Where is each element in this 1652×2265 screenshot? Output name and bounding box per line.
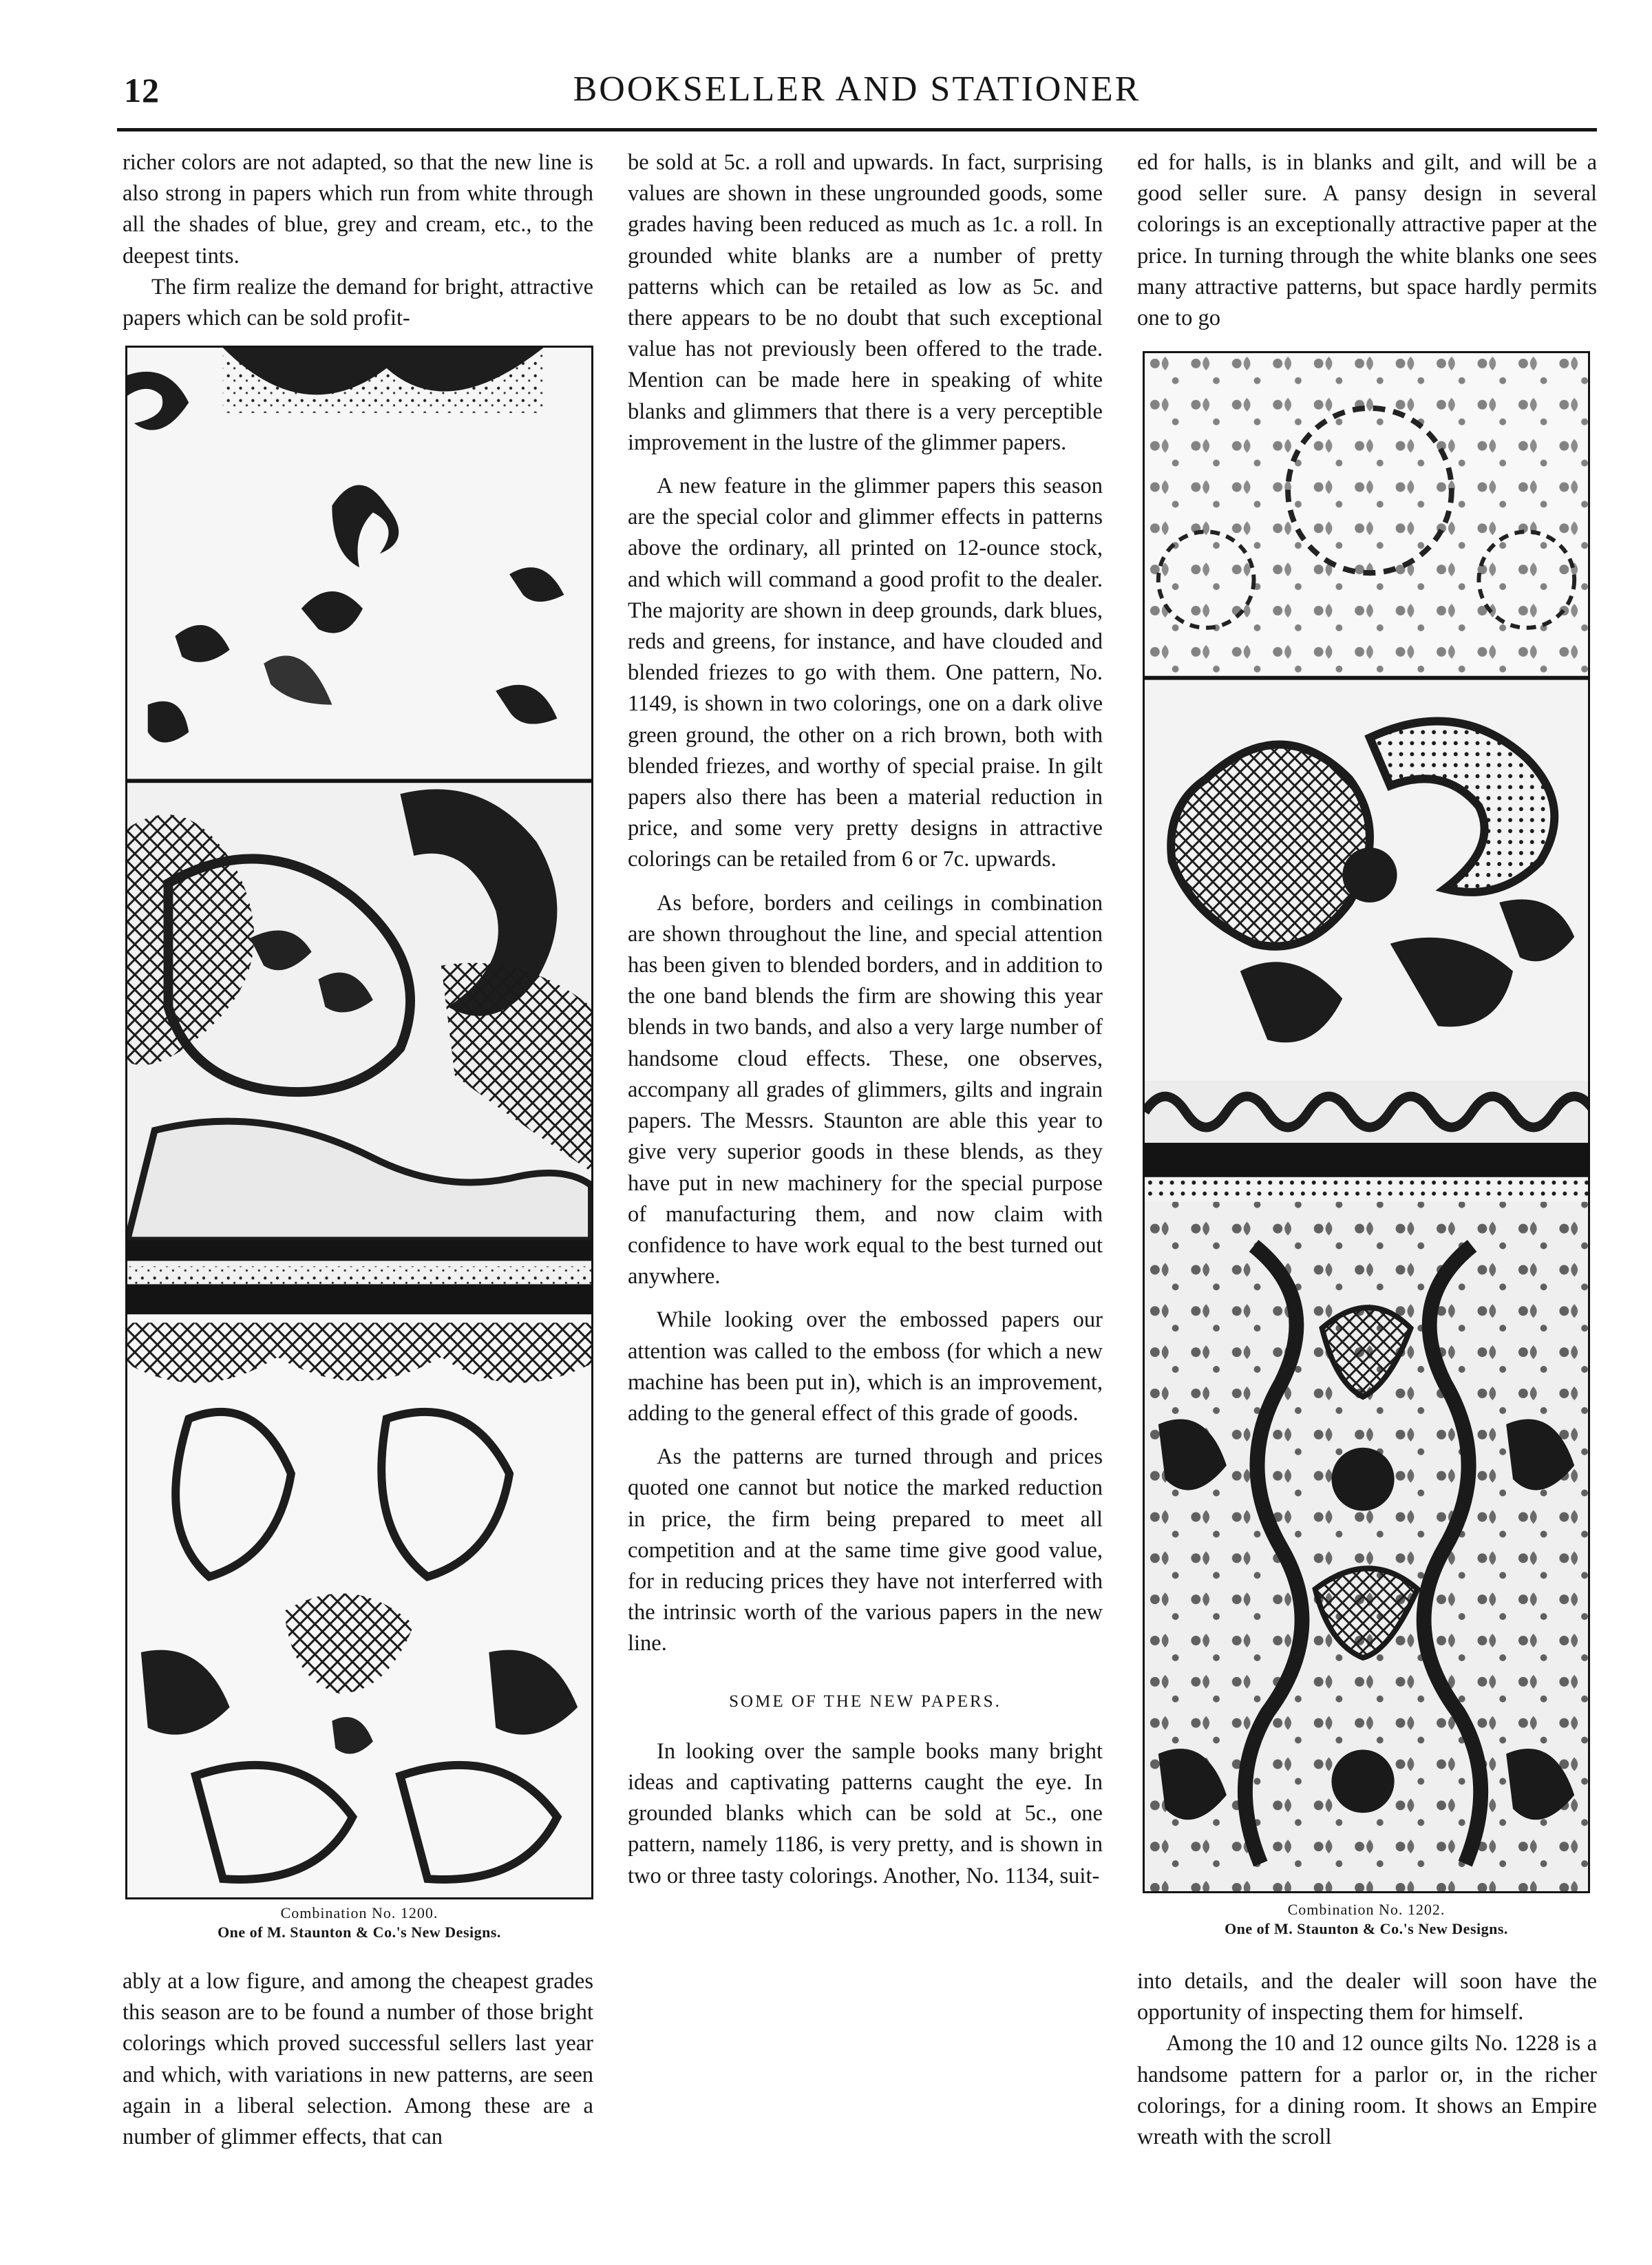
paragraph: While looking over the embossed papers our attention was called to the emboss (for which a new machine has been put in), which is an improvement, adding to the general effect of this grade of goods. xyxy=(628,1307,1103,1426)
wallpaper-pattern-graphic xyxy=(1145,353,1588,1891)
paragraph: A new feature in the glimmer papers this season are the special color and glimmer effects in patterns above the ordinary, all printed on 12-ounce stock, and which will command a good profit to the dealer. The majority are shown in deep grounds, dark blues, reds and greens, for instance, and have clouded and blended friezes to go with them. One pattern, No. 1149, is shown in two colorings, one on a dark olive green ground, the other on a rich brown, both with blended friezes, and worthy of special praise. In gilt papers also there has been a material reduction in price, and some very pretty designs in attractive colorings can be retailed from 6 or 7c. upwards. xyxy=(628,474,1103,872)
paragraph: In looking over the sample books many bright ideas and captivating patterns caught the eye. In grounded blanks which can be sold at 5c., one pattern, namely 1186, is very pretty, and is shown in two or three tasty colorings. Another, No. 1134, suit- xyxy=(628,1738,1103,1888)
paragraph: As before, borders and ceilings in combination are shown throughout the line, and special attention has been given to blended borders, and in addition to the one band blends the firm are showing this year blends in two bands, and also a very large number of handsome cloud effects. These, one observes, accompany all grades of glimmers, gilts and ingrain papers. The Messrs. Staunton are able this year to give very superior goods in these blends, as they have put in new machinery for the special purpose of manufacturing them, and now claim with confidence to have work equal to the best turned out anywhere. xyxy=(628,890,1103,1289)
paragraph: be sold at 5c. a roll and upwards. In fact, surprising values are shown in these ungrounded goods, some grades having been reduced as much as 1c. a roll. In grounded white blanks are a number of pretty patterns which can be retailed as low as 5c. and there appears to be no doubt that such exceptional value has not previously been offered to the trade. Mention can be made here in speaking of white blanks and glimmers that there is a very perceptible improvement in the lustre of the glimmer papers. xyxy=(628,150,1103,455)
caption-title: Combination No. 1200. xyxy=(280,1904,438,1921)
page-header xyxy=(117,66,1597,128)
paragraph: The firm realize the demand for bright, attractive papers which can be sold profit- xyxy=(123,274,593,331)
paragraph: into details, and the dealer will soon have the opportunity of inspecting them for himself. xyxy=(1137,1969,1597,2025)
figure-caption-right xyxy=(1143,1900,1590,1939)
section-subheading: SOME OF THE NEW PAPERS. xyxy=(729,1692,1002,1711)
column-3-top xyxy=(1137,147,1597,334)
paragraph: richer colors are not adapted, so that the new line is also strong in papers which run from white through all the shades of blue, grey and cream, etc., to the deepest tints. xyxy=(123,150,593,268)
paragraph: ably at a low figure, and among the cheapest grades this season are to be found a number of those bright colorings which proved successful sellers last year and which, with variations in new patterns, are seen again in a liberal selection. Among these are a number of glimmer effects, that can xyxy=(123,1969,593,2150)
figure-caption-left xyxy=(125,1904,593,1942)
caption-title: Combination No. 1202. xyxy=(1287,1901,1446,1918)
wallpaper-illustration-left xyxy=(125,346,593,1899)
wallpaper-illustration-right xyxy=(1143,351,1590,1893)
paragraph: As the patterns are turned through and prices quoted one cannot but notice the marked reduction in price, the firm being prepared to meet all competition and at the same time give good value, for in reducing prices they have not interferred with the intrinsic worth of the various papers in the new line. xyxy=(628,1444,1103,1656)
header-rule xyxy=(117,128,1597,131)
caption-credit: One of M. Staunton & Co.'s New Designs. xyxy=(218,1924,501,1941)
column-1-top xyxy=(123,147,593,334)
paragraph: ed for halls, is in blanks and gilt, and will be a good seller sure. A pansy design in several colorings is an exceptionally attractive paper at the price. In turning through the white blanks one sees many attractive patterns, but space hardly permits one to go xyxy=(1137,150,1597,331)
column-1-bottom xyxy=(123,1966,593,2153)
page-number: 12 xyxy=(124,71,160,109)
column-3-bottom xyxy=(1137,1966,1597,2153)
column-2 xyxy=(628,147,1103,1892)
caption-credit: One of M. Staunton & Co.'s New Designs. xyxy=(1225,1920,1508,1937)
running-title: BOOKSELLER AND STATIONER xyxy=(573,70,1141,109)
paragraph: Among the 10 and 12 ounce gilts No. 1228 is a handsome pattern for a parlor or, in the richer colorings, for a dining room. It shows an Empire wreath with the scroll xyxy=(1137,2031,1597,2150)
wallpaper-pattern-graphic xyxy=(127,348,591,1897)
